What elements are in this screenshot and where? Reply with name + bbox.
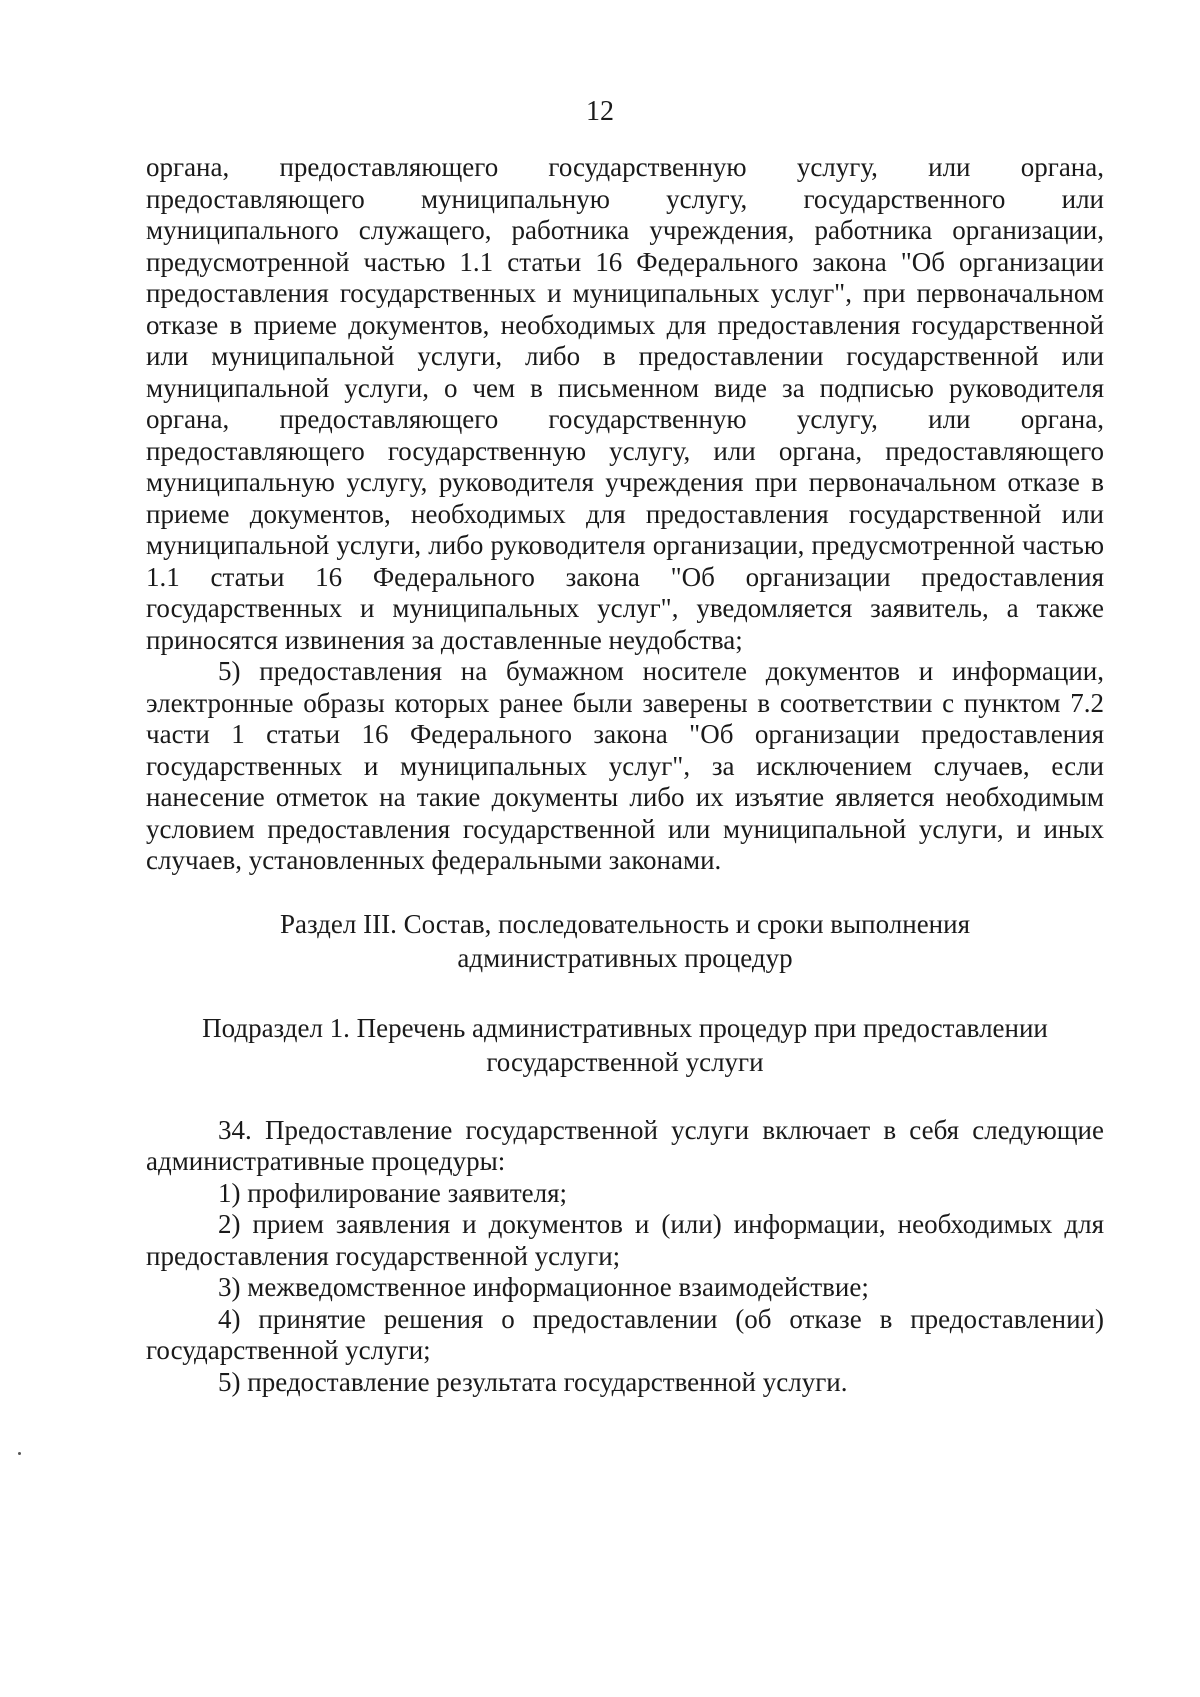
paragraph-item-5: 5) предоставления на бумажном носителе документов и информации, электронные образы которых ранее были заверены в соответствии с пунктом 7.2 части 1 статьи 16 Федерального закона "Об организации предоставления государственных и муниципальных услуг", за исключением случаев, если нанесение отметок на такие документы либо их изъятие является необходимым условием предоставления государственной или муниципальной услуги, и иных случаев, установленных федеральными законами. — [146, 656, 1104, 875]
procedure-item-5: 5) предоставление результата государственной услуги. — [218, 1366, 848, 1397]
page-number: 12 — [586, 96, 614, 127]
procedure-item-4: 4) принятие решения о предоставлении (об отказе в предоставлении) государственной услуги; — [146, 1303, 1104, 1365]
procedure-item-1: 1) профилирование заявителя; — [218, 1177, 568, 1208]
paragraph-continuation: органа, предоставляющего государственную услугу, или органа, предоставляющего муниципальную услугу, государственного или муниципального служащего, работника учреждения, работника организации, предусмотренной частью 1.1 статьи 16 Федерального закона "Об организации предоставления государственных и муниципальных услуг", при первоначальном отказе в приеме документов, необходимых для предоставления государственной или муниципальной услуги, либо в предоставлении государственной или муниципальной услуги, о чем в письменном виде за подписью руководителя органа, предоставляющего государственную услугу, или органа, предоставляющего государственную услугу, или органа, предоставляющего муниципальную услугу, руководителя учреждения при первоначальном отказе в приеме документов, необходимых для предоставления государственной или муниципальной услуги, либо руководителя организации, предусмотренной частью 1.1 статьи 16 Федерального закона "Об организации предоставления государственных и муниципальных услуг", уведомляется заявитель, а также приносятся извинения за доставленные неудобства; — [146, 152, 1104, 655]
procedure-item-3: 3) межведомственное информационное взаимодействие; — [218, 1272, 869, 1302]
section-heading-line-2: административных процедур — [457, 942, 793, 973]
document-body — [146, 152, 1104, 1398]
subsection-heading-line-1: Подраздел 1. Перечень административных процедур при предоставлении — [202, 1012, 1048, 1043]
scan-speck — [18, 1452, 21, 1455]
clause-34-intro: 34. Предоставление государственной услуги включает в себя следующие административные процедуры: — [146, 1114, 1104, 1176]
subsection-heading — [146, 1011, 1104, 1079]
subsection-heading-line-2: государственной услуги — [486, 1046, 764, 1077]
section-heading-line-1: Раздел III. Состав, последовательность и сроки выполнения — [280, 908, 970, 939]
procedure-item-2: 2) прием заявления и документов и (или) информации, необходимых для предоставления государственной услуги; — [146, 1209, 1104, 1271]
section-heading — [146, 907, 1104, 975]
